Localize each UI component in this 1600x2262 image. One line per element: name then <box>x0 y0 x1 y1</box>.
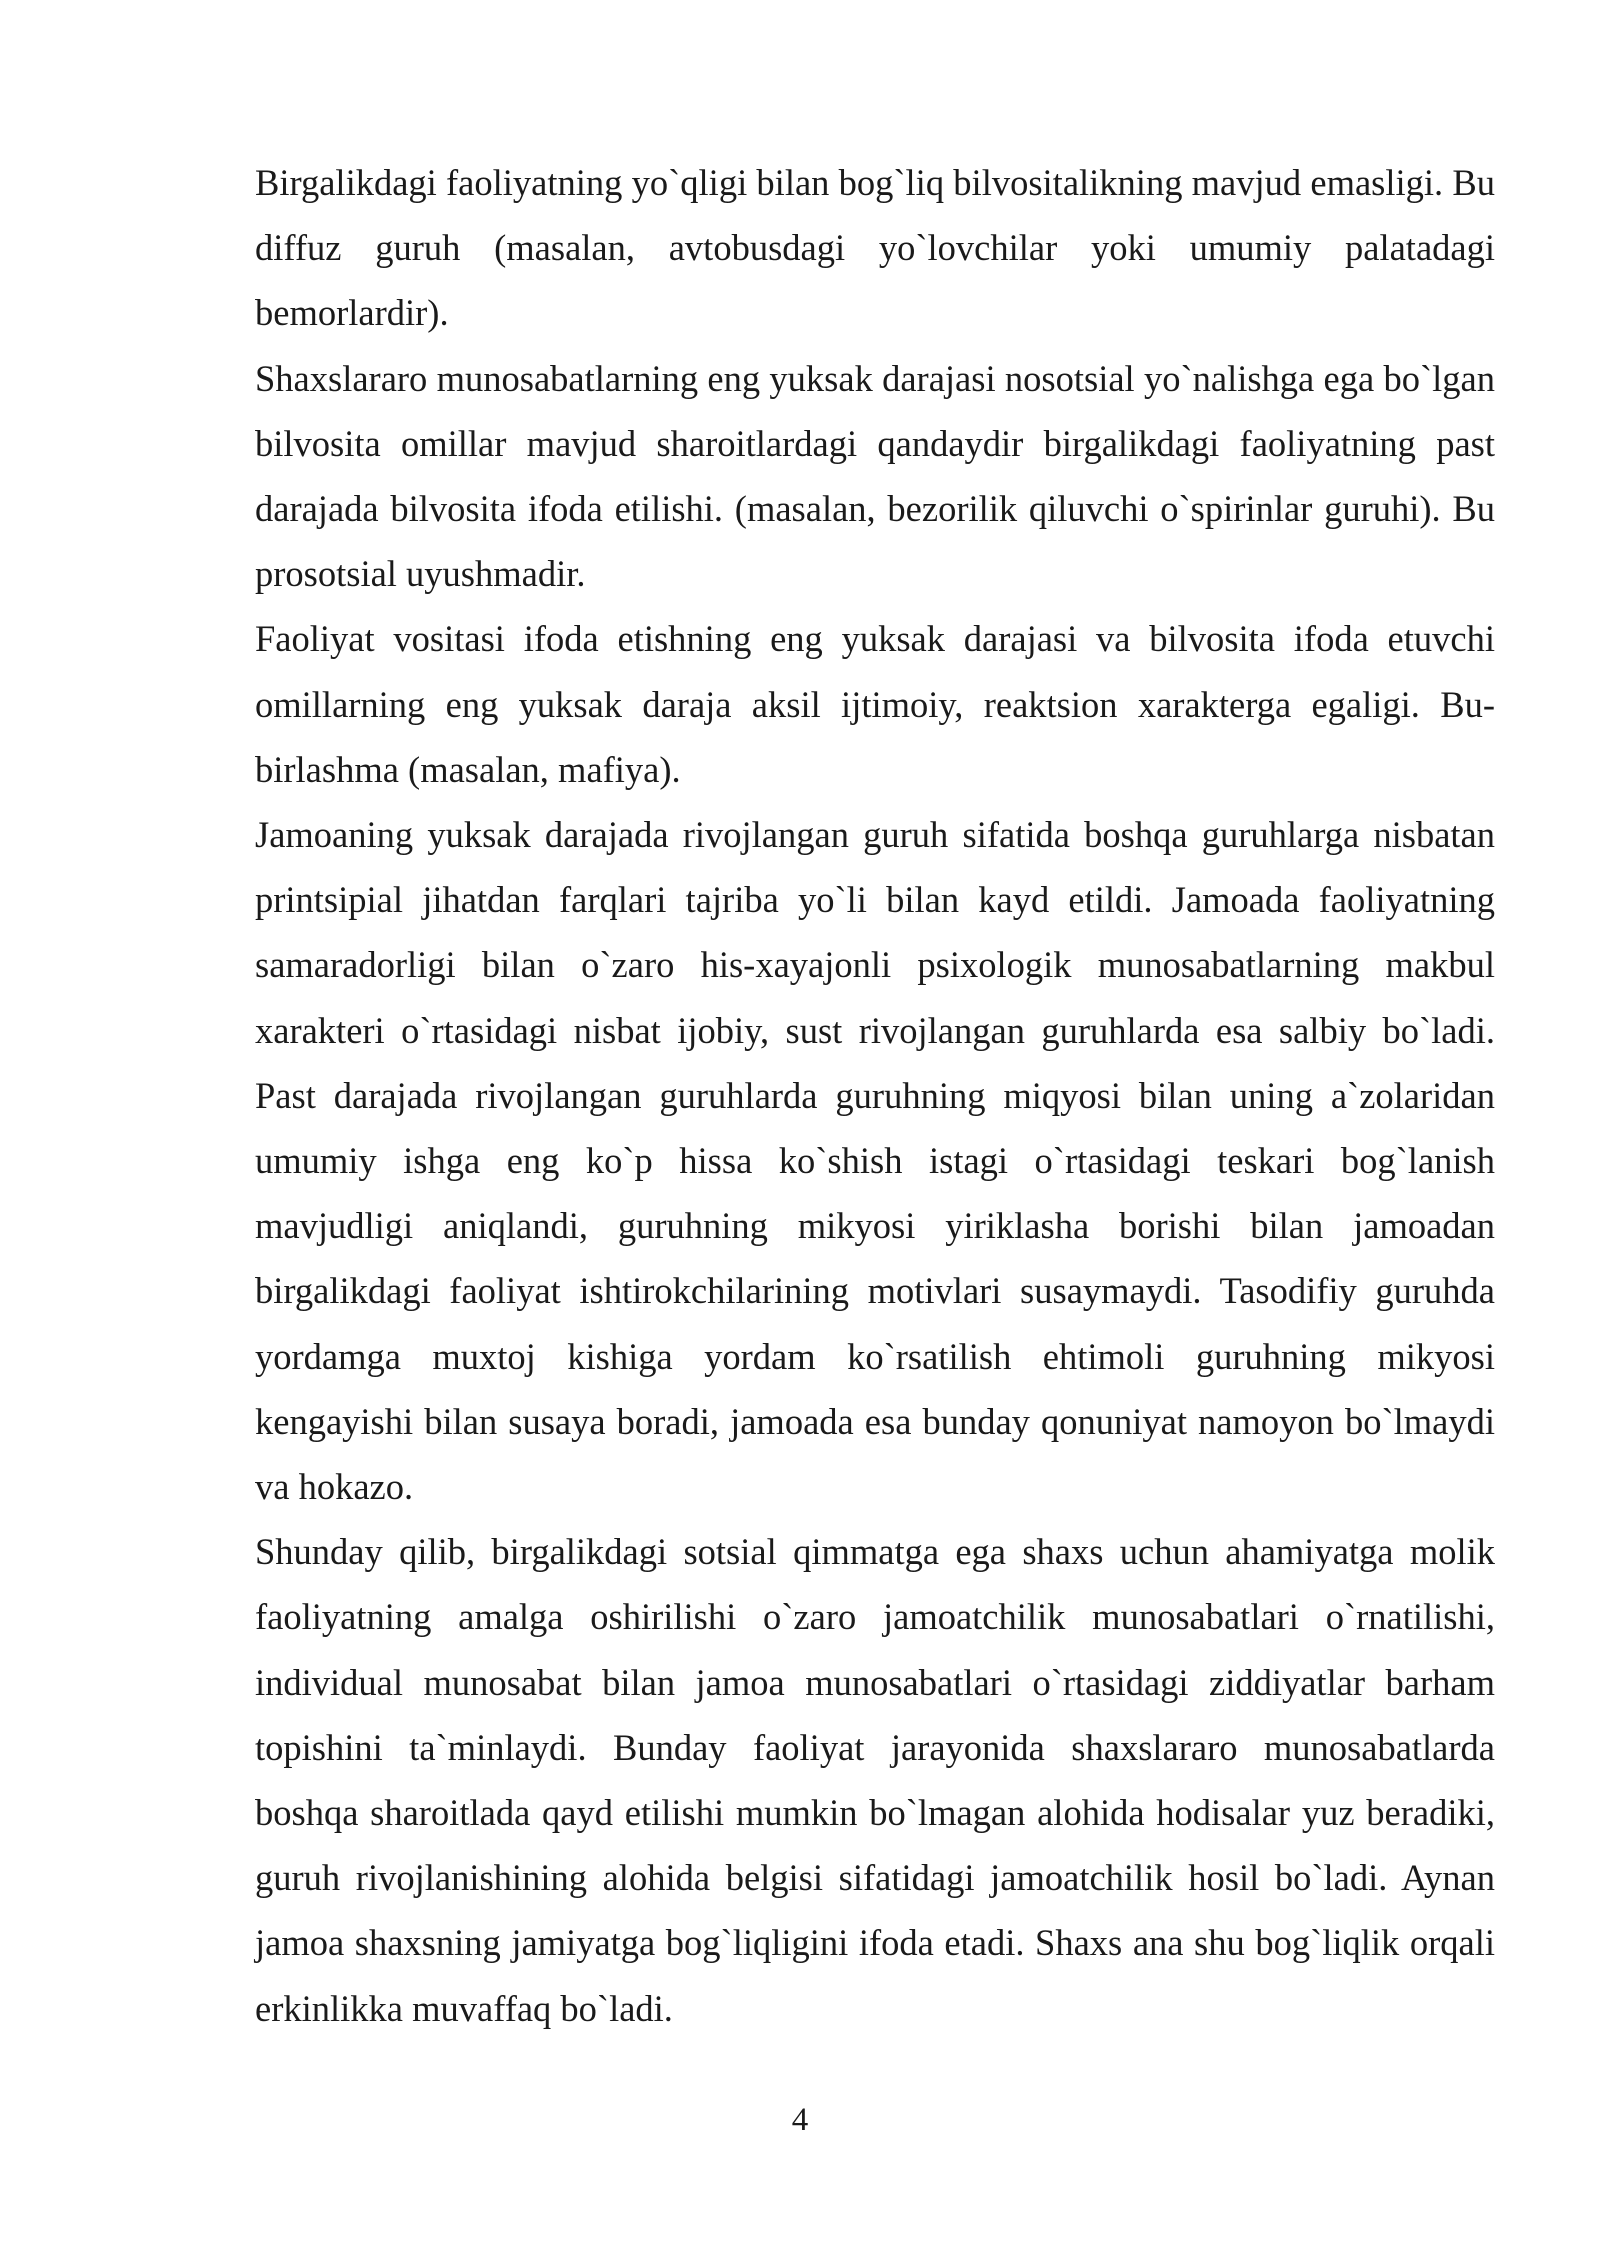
paragraph-prosocial-association: Shaxslararo munosabatlarning eng yuksak darajasi nosotsial yo`nalishga ega bo`lgan bilvosita omillar mavjud sharoitlardagi qandaydir birgalikdagi faoliyatning past darajada bilvosita ifoda etilishi. (masalan, bezorilik qiluvchi o`spirinlar guruhi). Bu prosotsial uyushmadir. <box>255 357 1495 595</box>
document-page <box>255 150 1495 2041</box>
paragraph-antisocial-association: Faoliyat vositasi ifoda etishning eng yuksak darajasi va bilvosita ifoda etuvchi omillarning eng yuksak daraja aksil ijtimoiy, reaktsion xarakterga egaligi. Bu-birlashma (masalan, mafiya). <box>255 618 1495 790</box>
paragraph-diffuse-group: Birgalikdagi faoliyatning yo`qligi bilan bog`liq bilvositalikning mavjud emasligi. Bu diffuz guruh (masalan, avtobusdagi yo`lovchilar yoki umumiy palatadagi bemorlardir). <box>255 162 1495 334</box>
paragraph-conclusion: Shunday qilib, birgalikdagi sotsial qimmatga ega shaxs uchun ahamiyatga molik faoliyatning amalga oshirilishi o`zaro jamoatchilik munosabatlari o`rnatilishi, individual munosabat bilan jamoa munosabatlari o`rtasidagi ziddiyatlar barham topishini ta`minlaydi. Bunday faoliyat jarayonida shaxslararo munosabatlarda boshqa sharoitlada qayd etilishi mumkin bo`lmagan alohida hodisalar yuz beradiki, guruh rivojlanishining alohida belgisi sifatidagi jamoatchilik hosil bo`ladi. Aynan jamoa shaxsning jamiyatga bog`liqligini ifoda etadi. Shaxs ana shu bog`liqlik orqali erkinlikka muvaffaq bo`ladi. <box>255 1531 1495 2029</box>
page-number: 4 <box>791 2102 809 2138</box>
paragraph-collective-differences: Jamoaning yuksak darajada rivojlangan guruh sifatida boshqa guruhlarga nisbatan printsipial jihatdan farqlari tajriba yo`li bilan kayd etildi. Jamoada faoliyatning samaradorligi bilan o`zaro his-xayajonli psixologik munosabatlarning makbul xarakteri o`rtasidagi nisbat ijobiy, sust rivojlangan guruhlarda esa salbiy bo`ladi. Past darajada rivojlangan guruhlarda guruhning miqyosi bilan uning a`zolaridan umumiy ishga eng ko`p hissa ko`shish istagi o`rtasidagi teskari bog`lanish mavjudligi aniqlandi, guruhning mikyosi yiriklasha borishi bilan jamoadan birgalikdagi faoliyat ishtirokchilarining motivlari susaymaydi. Tasodifiy guruhda yordamga muxtoj kishiga yordam ko`rsatilish ehtimoli guruhning mikyosi kengayishi bilan susaya boradi, jamoada esa bunday qonuniyat namoyon bo`lmaydi va hokazo. <box>255 814 1495 1508</box>
